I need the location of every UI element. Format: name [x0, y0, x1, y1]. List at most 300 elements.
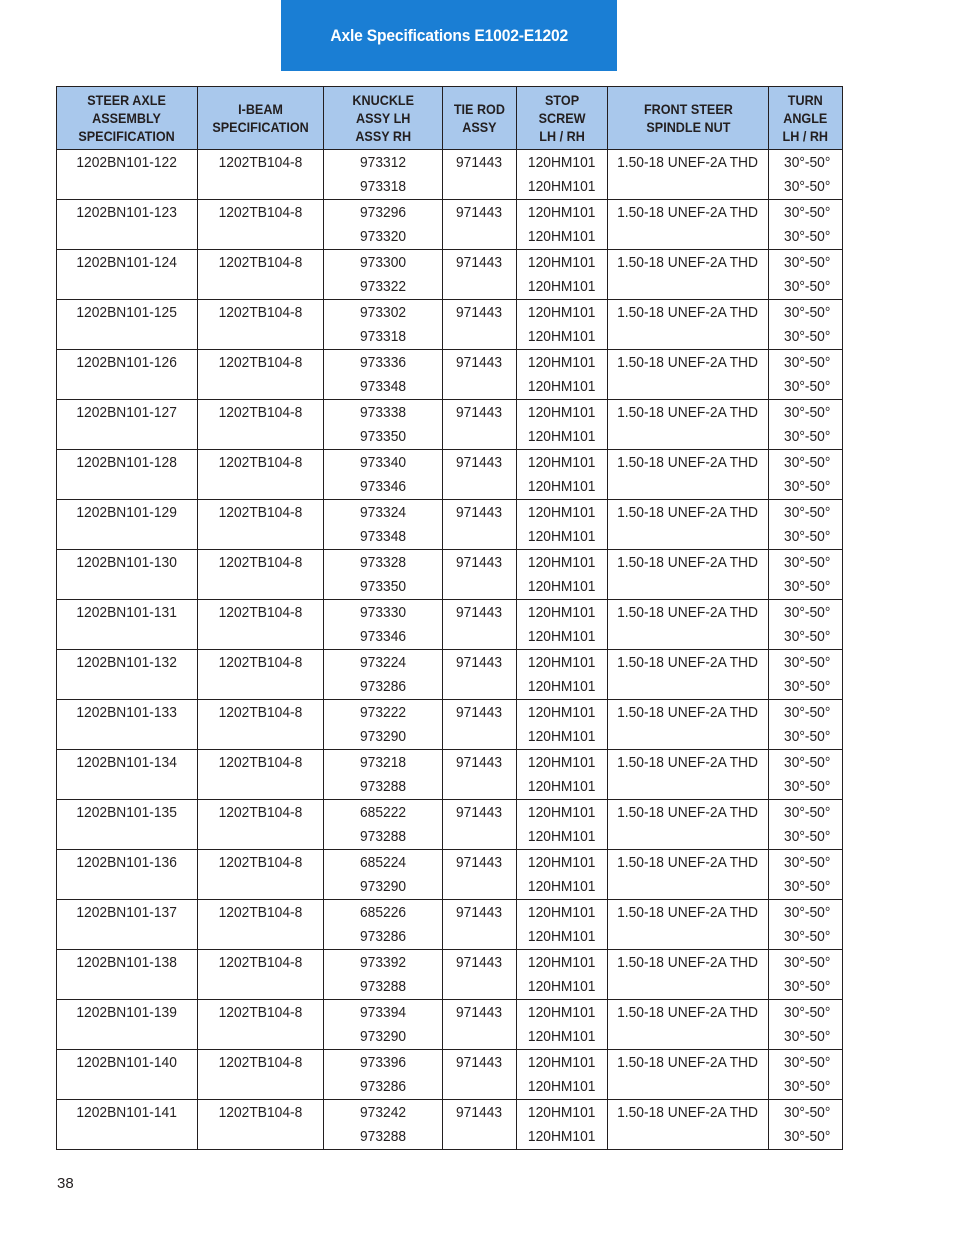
knuckle-lh-cell — [324, 750, 443, 776]
ibeam-cell-empty — [198, 175, 324, 200]
knuckle-lh-cell — [324, 250, 443, 276]
spindle-nut-cell-empty — [608, 625, 769, 650]
table-row-continuation — [57, 675, 843, 700]
ibeam-cell — [198, 550, 324, 576]
spindle-nut-cell — [608, 300, 769, 326]
turn-angle-rh-cell-value: 30°-50° — [783, 378, 830, 395]
assembly-cell — [57, 650, 198, 676]
turn-angle-rh-cell-value: 30°-50° — [783, 278, 830, 295]
knuckle-lh-cell — [324, 800, 443, 826]
turn-angle-lh-cell — [769, 300, 843, 326]
assembly-cell — [57, 150, 198, 176]
stop-screw-rh-cell — [517, 225, 608, 250]
spindle-nut-cell-value: 1.50-18 UNEF-2A THD — [617, 854, 759, 871]
tie-rod-cell-value: 971443 — [456, 304, 503, 321]
turn-angle-lh-cell — [769, 350, 843, 376]
tie-rod-cell-empty — [443, 1075, 517, 1100]
spindle-nut-cell-empty — [608, 875, 769, 900]
ibeam-cell-value: 1202TB104-8 — [218, 854, 303, 871]
tie-rod-cell — [443, 850, 517, 876]
ibeam-cell-empty — [198, 375, 324, 400]
spindle-nut-cell-value: 1.50-18 UNEF-2A THD — [617, 604, 759, 621]
spindle-nut-cell — [608, 900, 769, 926]
ibeam-cell — [198, 800, 324, 826]
table-row — [57, 850, 843, 876]
stop-screw-lh-cell-value: 120HM101 — [528, 554, 596, 571]
spindle-nut-cell-value: 1.50-18 UNEF-2A THD — [617, 154, 759, 171]
assembly-cell-value: 1202BN101-136 — [76, 854, 178, 871]
assembly-cell-value: 1202BN101-135 — [76, 804, 178, 821]
knuckle-lh-cell-value: 973312 — [359, 154, 407, 171]
tie-rod-cell-empty — [443, 1025, 517, 1050]
spindle-nut-cell-value: 1.50-18 UNEF-2A THD — [617, 704, 759, 721]
spindle-nut-cell-value: 1.50-18 UNEF-2A THD — [617, 404, 759, 421]
knuckle-rh-cell — [324, 1075, 443, 1100]
ibeam-cell-empty — [198, 875, 324, 900]
stop-screw-lh-cell-value: 120HM101 — [528, 154, 596, 171]
knuckle-rh-cell-value: 973348 — [359, 528, 407, 545]
turn-angle-rh-cell — [769, 775, 843, 800]
assembly-cell — [57, 1100, 198, 1126]
knuckle-lh-cell-value: 973296 — [359, 204, 407, 221]
table-row-continuation — [57, 925, 843, 950]
table-row — [57, 700, 843, 726]
ibeam-cell-empty — [198, 925, 324, 950]
tie-rod-cell — [443, 750, 517, 776]
table-row — [57, 500, 843, 526]
knuckle-lh-cell — [324, 700, 443, 726]
header-label: TURN ANGLE LH / RH — [782, 92, 829, 144]
knuckle-lh-cell — [324, 350, 443, 376]
assembly-cell-value: 1202BN101-138 — [76, 954, 178, 971]
table-row — [57, 900, 843, 926]
tie-rod-cell-empty — [443, 425, 517, 450]
spindle-nut-cell — [608, 800, 769, 826]
stop-screw-rh-cell — [517, 1025, 608, 1050]
turn-angle-rh-cell — [769, 425, 843, 450]
knuckle-lh-cell-value: 973336 — [359, 354, 407, 371]
tie-rod-cell-value: 971443 — [456, 254, 503, 271]
ibeam-cell-value: 1202TB104-8 — [218, 204, 303, 221]
knuckle-lh-cell-value: 973340 — [359, 454, 407, 471]
turn-angle-lh-cell — [769, 950, 843, 976]
turn-angle-rh-cell-value: 30°-50° — [783, 978, 830, 995]
spindle-nut-cell-empty — [608, 1075, 769, 1100]
spindle-nut-cell-empty — [608, 275, 769, 300]
knuckle-lh-cell — [324, 500, 443, 526]
knuckle-rh-cell — [324, 425, 443, 450]
knuckle-rh-cell — [324, 475, 443, 500]
spindle-nut-cell-empty — [608, 475, 769, 500]
ibeam-cell-value: 1202TB104-8 — [218, 454, 303, 471]
knuckle-lh-cell — [324, 550, 443, 576]
stop-screw-lh-cell-value: 120HM101 — [528, 454, 596, 471]
tie-rod-cell-value: 971443 — [456, 854, 503, 871]
stop-screw-lh-cell-value: 120HM101 — [528, 304, 596, 321]
knuckle-rh-cell-value: 973290 — [359, 878, 407, 895]
stop-screw-lh-cell-value: 120HM101 — [528, 1104, 596, 1121]
tie-rod-cell-empty — [443, 175, 517, 200]
turn-angle-rh-cell-value: 30°-50° — [783, 1128, 830, 1145]
turn-angle-rh-cell-value: 30°-50° — [783, 778, 830, 795]
table-row — [57, 450, 843, 476]
ibeam-cell-empty — [198, 1125, 324, 1150]
turn-angle-rh-cell — [769, 225, 843, 250]
table-row — [57, 600, 843, 626]
spindle-nut-cell — [608, 450, 769, 476]
turn-angle-lh-cell-value: 30°-50° — [783, 504, 830, 521]
knuckle-rh-cell — [324, 175, 443, 200]
stop-screw-rh-cell-value: 120HM101 — [528, 828, 596, 845]
tie-rod-cell-empty — [443, 575, 517, 600]
ibeam-cell-empty — [198, 825, 324, 850]
stop-screw-rh-cell-value: 120HM101 — [528, 1128, 596, 1145]
knuckle-rh-cell — [324, 575, 443, 600]
stop-screw-rh-cell-value: 120HM101 — [528, 928, 596, 945]
assembly-cell-value: 1202BN101-127 — [76, 404, 178, 421]
knuckle-lh-cell — [324, 1000, 443, 1026]
turn-angle-lh-cell — [769, 1050, 843, 1076]
turn-angle-lh-cell-value: 30°-50° — [783, 254, 830, 271]
assembly-cell-value: 1202BN101-139 — [76, 1004, 178, 1021]
assembly-cell-empty — [57, 975, 198, 1000]
stop-screw-lh-cell-value: 120HM101 — [528, 854, 596, 871]
spindle-nut-cell-empty — [608, 775, 769, 800]
knuckle-rh-cell — [324, 1125, 443, 1150]
stop-screw-lh-cell — [517, 1050, 608, 1076]
assembly-cell-empty — [57, 525, 198, 550]
spindle-nut-cell-empty — [608, 225, 769, 250]
spindle-nut-cell — [608, 650, 769, 676]
knuckle-lh-cell-value: 973328 — [359, 554, 407, 571]
stop-screw-lh-cell — [517, 700, 608, 726]
assembly-cell-empty — [57, 725, 198, 750]
spindle-nut-cell — [608, 600, 769, 626]
stop-screw-rh-cell-value: 120HM101 — [528, 878, 596, 895]
table-row-continuation — [57, 775, 843, 800]
ibeam-cell-value: 1202TB104-8 — [218, 154, 303, 171]
turn-angle-lh-cell-value: 30°-50° — [783, 204, 830, 221]
ibeam-cell-empty — [198, 325, 324, 350]
knuckle-rh-cell-value: 973286 — [359, 1078, 407, 1095]
stop-screw-lh-cell-value: 120HM101 — [528, 654, 596, 671]
assembly-cell — [57, 850, 198, 876]
stop-screw-lh-cell — [517, 200, 608, 226]
stop-screw-rh-cell — [517, 925, 608, 950]
ibeam-cell — [198, 850, 324, 876]
turn-angle-rh-cell — [769, 1075, 843, 1100]
assembly-cell-empty — [57, 575, 198, 600]
spindle-nut-cell-value: 1.50-18 UNEF-2A THD — [617, 354, 759, 371]
turn-angle-rh-cell — [769, 975, 843, 1000]
ibeam-cell — [198, 450, 324, 476]
spindle-nut-cell-empty — [608, 575, 769, 600]
tie-rod-cell — [443, 400, 517, 426]
table-row-continuation — [57, 1125, 843, 1150]
ibeam-cell-value: 1202TB104-8 — [218, 954, 303, 971]
turn-angle-rh-cell — [769, 325, 843, 350]
knuckle-lh-cell — [324, 650, 443, 676]
turn-angle-lh-cell-value: 30°-50° — [783, 554, 830, 571]
tie-rod-cell — [443, 300, 517, 326]
turn-angle-lh-cell — [769, 500, 843, 526]
ibeam-cell — [198, 150, 324, 176]
ibeam-cell-value: 1202TB104-8 — [218, 1104, 303, 1121]
tie-rod-cell — [443, 900, 517, 926]
tie-rod-cell-empty — [443, 625, 517, 650]
table-row — [57, 400, 843, 426]
knuckle-rh-cell — [324, 625, 443, 650]
stop-screw-lh-cell — [517, 150, 608, 176]
turn-angle-rh-cell-value: 30°-50° — [783, 528, 830, 545]
spindle-nut-cell-value: 1.50-18 UNEF-2A THD — [617, 654, 759, 671]
header-spindle-nut — [608, 87, 769, 150]
assembly-cell-value: 1202BN101-128 — [76, 454, 178, 471]
turn-angle-lh-cell-value: 30°-50° — [783, 704, 830, 721]
spindle-nut-cell-empty — [608, 675, 769, 700]
knuckle-rh-cell-value: 973346 — [359, 628, 407, 645]
assembly-cell — [57, 550, 198, 576]
stop-screw-lh-cell-value: 120HM101 — [528, 1004, 596, 1021]
table-row — [57, 250, 843, 276]
header-stop-screw — [517, 87, 608, 150]
assembly-cell-empty — [57, 275, 198, 300]
turn-angle-rh-cell-value: 30°-50° — [783, 928, 830, 945]
spindle-nut-cell-empty — [608, 825, 769, 850]
turn-angle-lh-cell — [769, 650, 843, 676]
turn-angle-rh-cell — [769, 275, 843, 300]
turn-angle-rh-cell — [769, 875, 843, 900]
knuckle-rh-cell-value: 973318 — [359, 328, 407, 345]
stop-screw-rh-cell — [517, 525, 608, 550]
tie-rod-cell-value: 971443 — [456, 704, 503, 721]
stop-screw-lh-cell-value: 120HM101 — [528, 504, 596, 521]
turn-angle-lh-cell — [769, 600, 843, 626]
assembly-cell-value: 1202BN101-141 — [76, 1104, 178, 1121]
turn-angle-lh-cell-value: 30°-50° — [783, 304, 830, 321]
assembly-cell — [57, 950, 198, 976]
stop-screw-lh-cell — [517, 250, 608, 276]
spindle-nut-cell — [608, 1050, 769, 1076]
ibeam-cell-value: 1202TB104-8 — [218, 754, 303, 771]
turn-angle-rh-cell-value: 30°-50° — [783, 878, 830, 895]
stop-screw-lh-cell — [517, 1000, 608, 1026]
ibeam-cell-empty — [198, 625, 324, 650]
knuckle-lh-cell — [324, 900, 443, 926]
spindle-nut-cell-value: 1.50-18 UNEF-2A THD — [617, 1054, 759, 1071]
stop-screw-lh-cell-value: 120HM101 — [528, 204, 596, 221]
table-row — [57, 200, 843, 226]
knuckle-rh-cell — [324, 875, 443, 900]
turn-angle-rh-cell-value: 30°-50° — [783, 328, 830, 345]
tie-rod-cell — [443, 550, 517, 576]
table-row — [57, 550, 843, 576]
table-header-row — [57, 87, 843, 150]
header-label: STOP SCREW LH / RH — [538, 92, 586, 144]
ibeam-cell — [198, 200, 324, 226]
stop-screw-rh-cell-value: 120HM101 — [528, 728, 596, 745]
knuckle-lh-cell-value: 973394 — [359, 1004, 407, 1021]
assembly-cell-empty — [57, 375, 198, 400]
turn-angle-lh-cell-value: 30°-50° — [783, 954, 830, 971]
tie-rod-cell-empty — [443, 475, 517, 500]
knuckle-rh-cell-value: 973288 — [359, 778, 407, 795]
turn-angle-rh-cell — [769, 175, 843, 200]
table-row-continuation — [57, 175, 843, 200]
stop-screw-lh-cell-value: 120HM101 — [528, 904, 596, 921]
assembly-cell — [57, 200, 198, 226]
assembly-cell-value: 1202BN101-125 — [76, 304, 178, 321]
header-label: FRONT STEER SPINDLE NUT — [643, 101, 733, 135]
spindle-nut-cell-value: 1.50-18 UNEF-2A THD — [617, 1004, 759, 1021]
tie-rod-cell-value: 971443 — [456, 1004, 503, 1021]
spindle-nut-cell-value: 1.50-18 UNEF-2A THD — [617, 904, 759, 921]
knuckle-rh-cell — [324, 775, 443, 800]
table-row — [57, 1050, 843, 1076]
stop-screw-rh-cell — [517, 1125, 608, 1150]
ibeam-cell — [198, 300, 324, 326]
turn-angle-rh-cell — [769, 925, 843, 950]
ibeam-cell-empty — [198, 975, 324, 1000]
assembly-cell — [57, 400, 198, 426]
tie-rod-cell-value: 971443 — [456, 504, 503, 521]
table-row — [57, 650, 843, 676]
tie-rod-cell-value: 971443 — [456, 754, 503, 771]
ibeam-cell — [198, 1050, 324, 1076]
spindle-nut-cell-empty — [608, 925, 769, 950]
ibeam-cell — [198, 1000, 324, 1026]
stop-screw-rh-cell — [517, 775, 608, 800]
turn-angle-lh-cell — [769, 800, 843, 826]
stop-screw-rh-cell — [517, 1075, 608, 1100]
stop-screw-lh-cell — [517, 350, 608, 376]
assembly-cell-empty — [57, 875, 198, 900]
table-row — [57, 350, 843, 376]
stop-screw-rh-cell-value: 120HM101 — [528, 578, 596, 595]
stop-screw-lh-cell — [517, 950, 608, 976]
turn-angle-rh-cell-value: 30°-50° — [783, 578, 830, 595]
stop-screw-rh-cell-value: 120HM101 — [528, 378, 596, 395]
header-steer-axle-assembly — [57, 87, 198, 150]
turn-angle-rh-cell — [769, 725, 843, 750]
knuckle-rh-cell-value: 973290 — [359, 1028, 407, 1045]
ibeam-cell — [198, 700, 324, 726]
turn-angle-lh-cell — [769, 700, 843, 726]
spindle-nut-cell — [608, 750, 769, 776]
assembly-cell — [57, 1050, 198, 1076]
ibeam-cell-empty — [198, 425, 324, 450]
assembly-cell-empty — [57, 475, 198, 500]
stop-screw-lh-cell — [517, 750, 608, 776]
tie-rod-cell-value: 971443 — [456, 154, 503, 171]
knuckle-rh-cell — [324, 275, 443, 300]
spindle-nut-cell-value: 1.50-18 UNEF-2A THD — [617, 454, 759, 471]
table-row-continuation — [57, 425, 843, 450]
stop-screw-lh-cell-value: 120HM101 — [528, 704, 596, 721]
turn-angle-rh-cell-value: 30°-50° — [783, 728, 830, 745]
spindle-nut-cell-value: 1.50-18 UNEF-2A THD — [617, 554, 759, 571]
turn-angle-lh-cell-value: 30°-50° — [783, 454, 830, 471]
title-banner — [281, 0, 617, 71]
stop-screw-lh-cell — [517, 600, 608, 626]
assembly-cell — [57, 500, 198, 526]
stop-screw-lh-cell — [517, 800, 608, 826]
turn-angle-rh-cell-value: 30°-50° — [783, 1028, 830, 1045]
knuckle-lh-cell — [324, 400, 443, 426]
assembly-cell — [57, 750, 198, 776]
ibeam-cell-value: 1202TB104-8 — [218, 904, 303, 921]
stop-screw-rh-cell-value: 120HM101 — [528, 228, 596, 245]
turn-angle-lh-cell-value: 30°-50° — [783, 754, 830, 771]
tie-rod-cell — [443, 650, 517, 676]
ibeam-cell-value: 1202TB104-8 — [218, 1004, 303, 1021]
assembly-cell-empty — [57, 1025, 198, 1050]
assembly-cell-value: 1202BN101-133 — [76, 704, 178, 721]
tie-rod-cell — [443, 950, 517, 976]
spindle-nut-cell-value: 1.50-18 UNEF-2A THD — [617, 504, 759, 521]
assembly-cell-value: 1202BN101-130 — [76, 554, 178, 571]
knuckle-lh-cell — [324, 1050, 443, 1076]
stop-screw-lh-cell — [517, 400, 608, 426]
turn-angle-lh-cell-value: 30°-50° — [783, 1004, 830, 1021]
stop-screw-rh-cell — [517, 725, 608, 750]
page-title: Axle Specifications E1002-E1202 — [330, 25, 568, 45]
stop-screw-rh-cell-value: 120HM101 — [528, 778, 596, 795]
turn-angle-lh-cell — [769, 400, 843, 426]
ibeam-cell-empty — [198, 475, 324, 500]
stop-screw-lh-cell-value: 120HM101 — [528, 254, 596, 271]
turn-angle-rh-cell — [769, 1025, 843, 1050]
tie-rod-cell — [443, 1050, 517, 1076]
knuckle-lh-cell — [324, 200, 443, 226]
stop-screw-rh-cell-value: 120HM101 — [528, 428, 596, 445]
header-label: STEER AXLE ASSEMBLY SPECIFICATION — [78, 92, 176, 144]
tie-rod-cell — [443, 150, 517, 176]
stop-screw-rh-cell — [517, 475, 608, 500]
ibeam-cell — [198, 950, 324, 976]
tie-rod-cell-empty — [443, 1125, 517, 1150]
header-label: I-BEAM SPECIFICATION — [212, 101, 309, 135]
ibeam-cell-empty — [198, 775, 324, 800]
stop-screw-rh-cell — [517, 625, 608, 650]
ibeam-cell-value: 1202TB104-8 — [218, 704, 303, 721]
assembly-cell-value: 1202BN101-129 — [76, 504, 178, 521]
ibeam-cell — [198, 750, 324, 776]
knuckle-lh-cell — [324, 850, 443, 876]
spindle-nut-cell-empty — [608, 725, 769, 750]
knuckle-lh-cell-value: 973396 — [359, 1054, 407, 1071]
knuckle-lh-cell-value: 973302 — [359, 304, 407, 321]
page-number: 38 — [57, 1175, 74, 1192]
assembly-cell-empty — [57, 625, 198, 650]
stop-screw-rh-cell-value: 120HM101 — [528, 1078, 596, 1095]
turn-angle-rh-cell — [769, 475, 843, 500]
tie-rod-cell — [443, 800, 517, 826]
tie-rod-cell-value: 971443 — [456, 654, 503, 671]
spindle-nut-cell-value: 1.50-18 UNEF-2A THD — [617, 954, 759, 971]
stop-screw-lh-cell — [517, 500, 608, 526]
tie-rod-cell-value: 971443 — [456, 954, 503, 971]
knuckle-rh-cell-value: 973320 — [359, 228, 407, 245]
knuckle-lh-cell — [324, 600, 443, 626]
knuckle-lh-cell-value: 973392 — [359, 954, 407, 971]
spindle-nut-cell-empty — [608, 175, 769, 200]
turn-angle-lh-cell-value: 30°-50° — [783, 154, 830, 171]
ibeam-cell-empty — [198, 575, 324, 600]
assembly-cell-value: 1202BN101-140 — [76, 1054, 178, 1071]
assembly-cell-empty — [57, 225, 198, 250]
tie-rod-cell-empty — [443, 825, 517, 850]
